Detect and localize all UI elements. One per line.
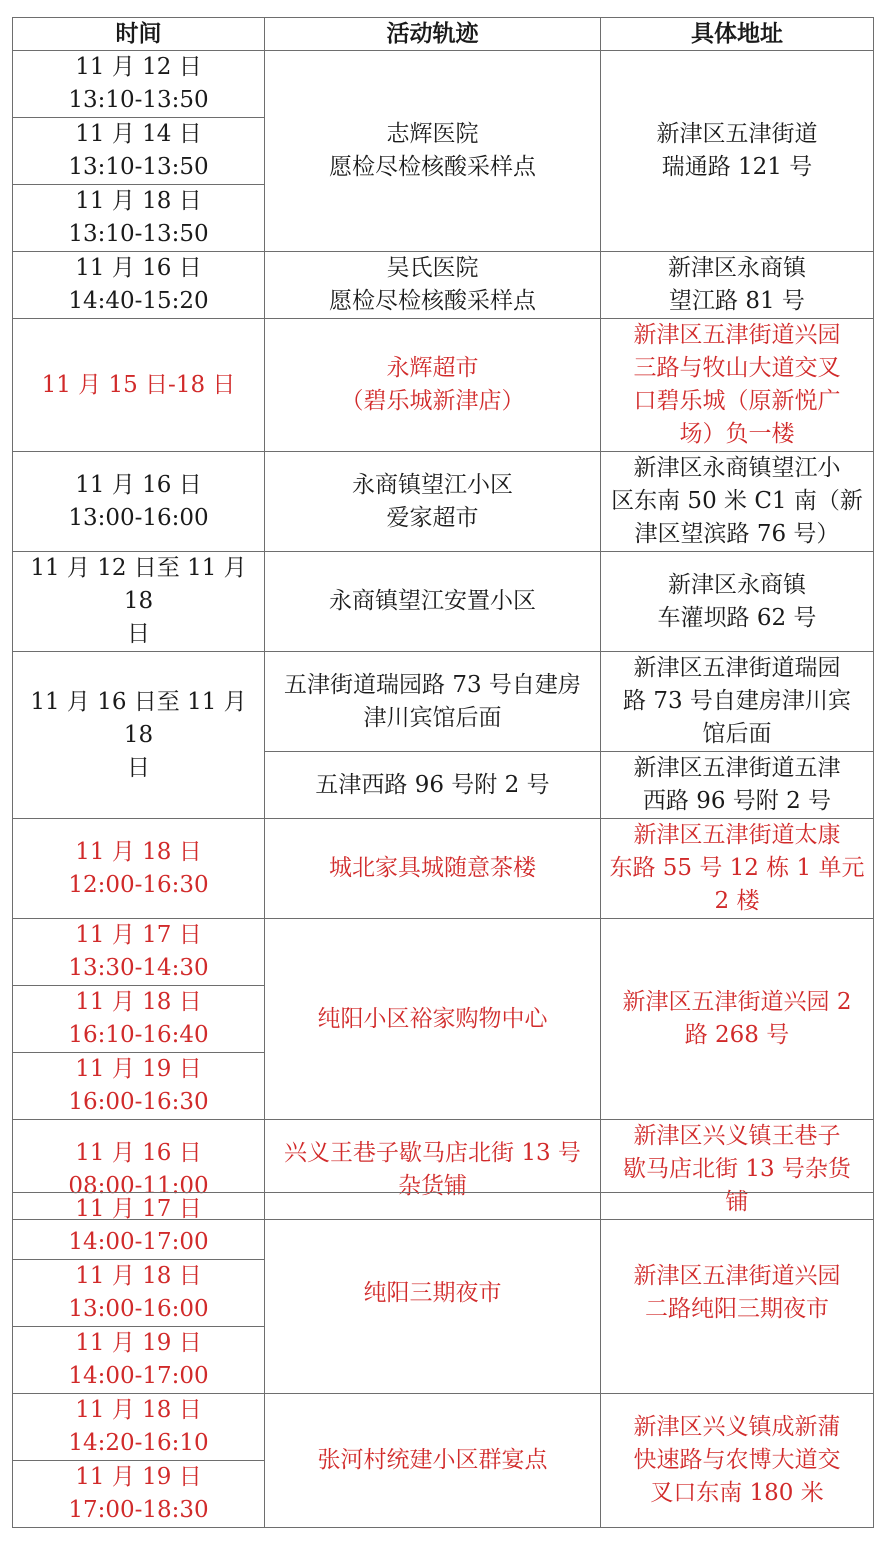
time-cell: 11 月 19 日 17:00-18:30 <box>13 1461 265 1528</box>
table-row <box>13 1193 874 1260</box>
time-cell: 11 月 16 日至 11 月 18 日 <box>13 652 265 819</box>
time-cell: 11 月 18 日 14:20-16:10 <box>13 1394 265 1461</box>
address-cell: 新津区永商镇 望江路 81 号 <box>601 252 874 319</box>
address-cell: 新津区五津街道兴园 三路与牧山大道交叉 口碧乐城（原新悦广 场）负一楼 <box>601 319 874 452</box>
address-cell: 新津区兴义镇成新蒲 快速路与农博大道交 叉口东南 180 米 <box>601 1394 874 1528</box>
time-cell: 11 月 12 日至 11 月 18 日 <box>13 552 265 652</box>
time-cell: 11 月 16 日 13:00-16:00 <box>13 452 265 552</box>
address-cell: 新津区五津街道五津 西路 96 号附 2 号 <box>601 752 874 819</box>
time-cell: 11 月 19 日 14:00-17:00 <box>13 1327 265 1394</box>
table-row <box>13 452 874 552</box>
header-time: 时间 <box>13 18 265 51</box>
address-cell: 新津区五津街道兴园 2 路 268 号 <box>601 919 874 1120</box>
time-cell: 11 月 16 日 14:40-15:20 <box>13 252 265 319</box>
place-cell: 志辉医院 愿检尽检核酸采样点 <box>265 51 601 252</box>
itinerary-table <box>12 17 874 1220</box>
address-cell: 新津区永商镇望江小 区东南 50 米 C1 南（新 津区望滨路 76 号） <box>601 452 874 552</box>
time-cell: 11 月 17 日 14:00-17:00 <box>13 1193 265 1260</box>
table-row <box>13 51 874 118</box>
place-cell: 张河村统建小区群宴点 <box>265 1394 601 1528</box>
table-row <box>13 319 874 452</box>
table-row <box>13 919 874 986</box>
table-header-row <box>13 18 874 51</box>
time-cell: 11 月 19 日 16:00-16:30 <box>13 1053 265 1120</box>
itinerary-table-continued <box>12 1192 874 1528</box>
time-cell: 11 月 14 日 13:10-13:50 <box>13 118 265 185</box>
place-cell: 永商镇望江小区 爱家超市 <box>265 452 601 552</box>
table-row <box>13 819 874 919</box>
address-cell: 新津区五津街道太康 东路 55 号 12 栋 1 单元 2 楼 <box>601 819 874 919</box>
address-cell: 新津区五津街道兴园 二路纯阳三期夜市 <box>601 1193 874 1394</box>
place-cell: 纯阳小区裕家购物中心 <box>265 919 601 1120</box>
address-cell: 新津区五津街道 瑞通路 121 号 <box>601 51 874 252</box>
place-cell: 吴氏医院 愿检尽检核酸采样点 <box>265 252 601 319</box>
place-cell: 永商镇望江安置小区 <box>265 552 601 652</box>
time-cell: 11 月 18 日 12:00-16:30 <box>13 819 265 919</box>
time-cell: 11 月 18 日 16:10-16:40 <box>13 986 265 1053</box>
header-track: 活动轨迹 <box>265 18 601 51</box>
place-cell: 兴义王巷子歇马店北街 13 号 杂货铺 <box>265 1120 601 1220</box>
table-row <box>13 252 874 319</box>
place-cell: 五津西路 96 号附 2 号 <box>265 752 601 819</box>
table-row <box>13 652 874 752</box>
address-cell: 新津区五津街道瑞园 路 73 号自建房津川宾 馆后面 <box>601 652 874 752</box>
time-cell: 11 月 16 日 08:00-11:00 <box>13 1120 265 1220</box>
address-cell: 新津区永商镇 车灌坝路 62 号 <box>601 552 874 652</box>
address-cell: 新津区兴义镇王巷子 歇马店北街 13 号杂货 铺 <box>601 1120 874 1220</box>
table-row <box>13 1394 874 1461</box>
place-cell: 五津街道瑞园路 73 号自建房 津川宾馆后面 <box>265 652 601 752</box>
place-cell: 城北家具城随意茶楼 <box>265 819 601 919</box>
place-cell: 永辉超市 （碧乐城新津店） <box>265 319 601 452</box>
time-cell: 11 月 18 日 13:10-13:50 <box>13 185 265 252</box>
place-cell: 纯阳三期夜市 <box>265 1193 601 1394</box>
header-address: 具体地址 <box>601 18 874 51</box>
time-cell: 11 月 18 日 13:00-16:00 <box>13 1260 265 1327</box>
time-cell: 11 月 15 日-18 日 <box>13 319 265 452</box>
time-cell: 11 月 17 日 13:30-14:30 <box>13 919 265 986</box>
time-cell: 11 月 12 日 13:10-13:50 <box>13 51 265 118</box>
table-row <box>13 552 874 652</box>
